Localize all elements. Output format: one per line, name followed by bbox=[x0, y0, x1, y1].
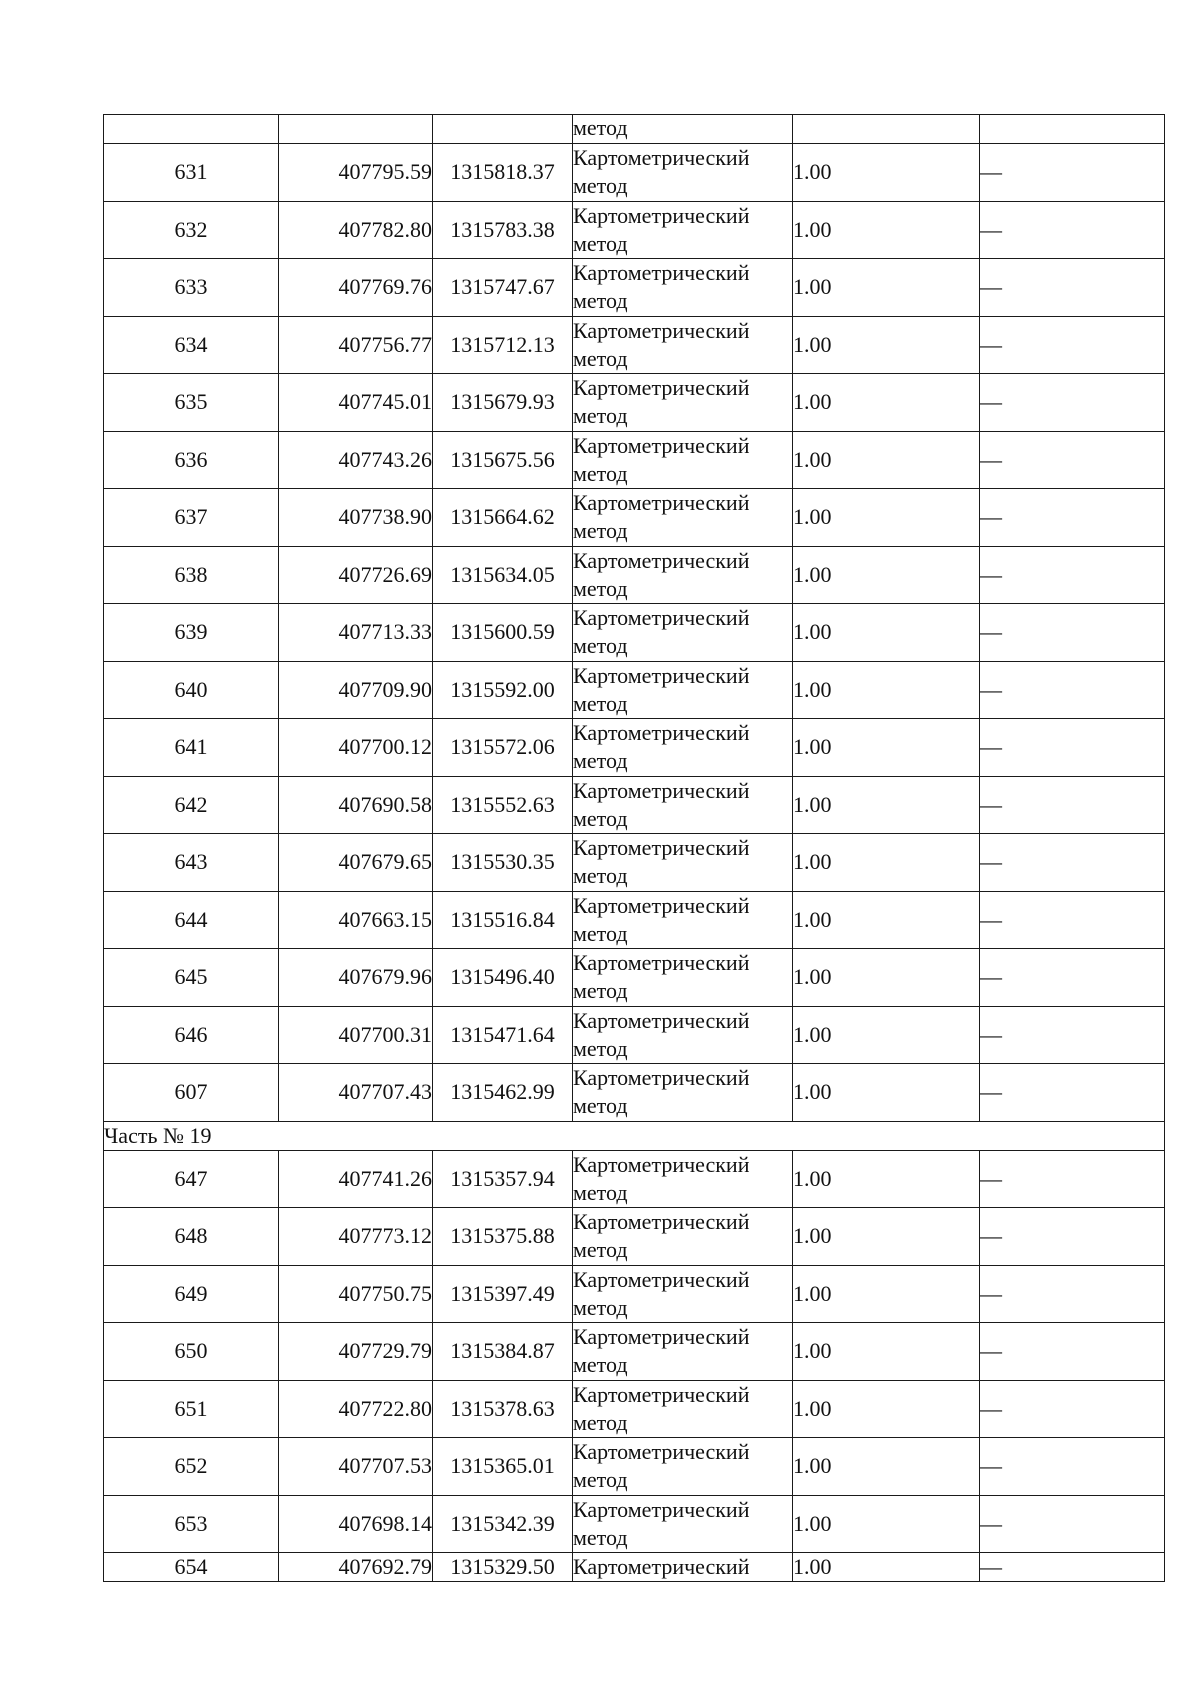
method-cell bbox=[573, 604, 793, 662]
method-text-line-1: Картометрический bbox=[573, 490, 750, 516]
method-text-line-2: метод bbox=[573, 978, 628, 1004]
method-text-line-2: метод bbox=[573, 403, 628, 429]
table-row bbox=[104, 316, 1165, 374]
description-cell: — bbox=[980, 949, 1165, 1007]
point-number-cell: 652 bbox=[104, 1438, 279, 1496]
method-cell bbox=[573, 1150, 793, 1208]
accuracy-cell: 1.00 bbox=[793, 949, 980, 1007]
x-coordinate-cell: 407698.14 bbox=[279, 1495, 433, 1553]
method-cell bbox=[573, 1380, 793, 1438]
point-number-cell: 639 bbox=[104, 604, 279, 662]
method-text-line-2: метод bbox=[573, 1294, 628, 1320]
description-cell: — bbox=[980, 719, 1165, 777]
method-text-line-2: метод bbox=[573, 1035, 628, 1061]
description-cell: — bbox=[980, 1265, 1165, 1323]
y-coordinate-cell: 1315365.01 bbox=[433, 1438, 573, 1496]
point-number-cell: 649 bbox=[104, 1265, 279, 1323]
method-text-line-2: метод bbox=[573, 575, 628, 601]
accuracy-cell: 1.00 bbox=[793, 834, 980, 892]
x-coordinate-cell bbox=[279, 115, 433, 144]
description-cell: — bbox=[980, 144, 1165, 202]
description-cell: — bbox=[980, 201, 1165, 259]
method-text-line-2: метод bbox=[573, 633, 628, 659]
method-text-line-1: Картометрический bbox=[573, 777, 750, 803]
accuracy-cell: 1.00 bbox=[793, 201, 980, 259]
method-text-line-2: метод bbox=[573, 1409, 628, 1435]
method-text-line-1: Картометрический bbox=[573, 892, 750, 918]
accuracy-cell: 1.00 bbox=[793, 316, 980, 374]
point-number-cell: 636 bbox=[104, 431, 279, 489]
method-text-line-1: Картометрический bbox=[573, 1324, 750, 1350]
table-row bbox=[104, 1150, 1165, 1208]
table-row bbox=[104, 1553, 1165, 1582]
method-cell bbox=[573, 1495, 793, 1553]
x-coordinate-cell: 407756.77 bbox=[279, 316, 433, 374]
accuracy-cell: 1.00 bbox=[793, 1495, 980, 1553]
method-cell bbox=[573, 259, 793, 317]
method-text-line-1: Картометрический bbox=[573, 720, 750, 746]
y-coordinate-cell: 1315675.56 bbox=[433, 431, 573, 489]
method-text-line-1: Картометрический bbox=[573, 1209, 750, 1235]
method-cell bbox=[573, 891, 793, 949]
accuracy-cell: 1.00 bbox=[793, 1323, 980, 1381]
x-coordinate-cell: 407722.80 bbox=[279, 1380, 433, 1438]
accuracy-cell: 1.00 bbox=[793, 144, 980, 202]
accuracy-cell: 1.00 bbox=[793, 719, 980, 777]
x-coordinate-cell: 407738.90 bbox=[279, 489, 433, 547]
point-number-cell: 647 bbox=[104, 1150, 279, 1208]
method-text-line-2: метод bbox=[573, 173, 628, 199]
description-cell: — bbox=[980, 1006, 1165, 1064]
method-cell bbox=[573, 1265, 793, 1323]
table-row bbox=[104, 834, 1165, 892]
coordinates-table-body bbox=[104, 115, 1165, 1582]
point-number-cell: 633 bbox=[104, 259, 279, 317]
accuracy-cell: 1.00 bbox=[793, 374, 980, 432]
table-row bbox=[104, 661, 1165, 719]
y-coordinate-cell: 1315818.37 bbox=[433, 144, 573, 202]
accuracy-cell: 1.00 bbox=[793, 604, 980, 662]
method-cell bbox=[573, 776, 793, 834]
table-row bbox=[104, 949, 1165, 1007]
y-coordinate-cell: 1315357.94 bbox=[433, 1150, 573, 1208]
method-cell bbox=[573, 1208, 793, 1266]
y-coordinate-cell: 1315747.67 bbox=[433, 259, 573, 317]
x-coordinate-cell: 407679.96 bbox=[279, 949, 433, 1007]
method-text-line-1: Картометрический bbox=[573, 1554, 750, 1579]
method-cell bbox=[573, 719, 793, 777]
table-row bbox=[104, 1265, 1165, 1323]
accuracy-cell: 1.00 bbox=[793, 776, 980, 834]
method-text-line-2: метод bbox=[573, 345, 628, 371]
method-text-line-2: метод bbox=[573, 690, 628, 716]
x-coordinate-cell: 407741.26 bbox=[279, 1150, 433, 1208]
method-cell bbox=[573, 661, 793, 719]
point-number-cell: 645 bbox=[104, 949, 279, 1007]
method-cell bbox=[573, 1323, 793, 1381]
x-coordinate-cell: 407663.15 bbox=[279, 891, 433, 949]
x-coordinate-cell: 407707.53 bbox=[279, 1438, 433, 1496]
description-cell: — bbox=[980, 1438, 1165, 1496]
section-header-row bbox=[104, 1121, 1165, 1150]
method-text-line-1: Картометрический bbox=[573, 375, 750, 401]
description-cell: — bbox=[980, 834, 1165, 892]
x-coordinate-cell: 407700.12 bbox=[279, 719, 433, 777]
method-text-line-2: метод bbox=[573, 518, 628, 544]
table-row bbox=[104, 431, 1165, 489]
x-coordinate-cell: 407679.65 bbox=[279, 834, 433, 892]
y-coordinate-cell: 1315397.49 bbox=[433, 1265, 573, 1323]
method-cell bbox=[573, 546, 793, 604]
method-text-line-2: метод bbox=[573, 1179, 628, 1205]
description-cell: — bbox=[980, 546, 1165, 604]
y-coordinate-cell: 1315664.62 bbox=[433, 489, 573, 547]
method-text-line-2: метод bbox=[573, 1093, 628, 1119]
x-coordinate-cell: 407700.31 bbox=[279, 1006, 433, 1064]
method-continued-text: метод bbox=[573, 115, 628, 140]
method-cell bbox=[573, 374, 793, 432]
accuracy-cell: 1.00 bbox=[793, 1064, 980, 1122]
method-text-line-1: Картометрический bbox=[573, 317, 750, 343]
accuracy-cell: 1.00 bbox=[793, 1380, 980, 1438]
y-coordinate-cell: 1315552.63 bbox=[433, 776, 573, 834]
method-text-line-2: метод bbox=[573, 805, 628, 831]
y-coordinate-cell: 1315375.88 bbox=[433, 1208, 573, 1266]
method-cell bbox=[573, 489, 793, 547]
point-number-cell: 634 bbox=[104, 316, 279, 374]
table-row bbox=[104, 1495, 1165, 1553]
accuracy-cell: 1.00 bbox=[793, 1150, 980, 1208]
y-coordinate-cell: 1315342.39 bbox=[433, 1495, 573, 1553]
section-label: Часть № 19 bbox=[104, 1121, 1165, 1150]
method-cell bbox=[573, 316, 793, 374]
method-text-line-1: Картометрический bbox=[573, 605, 750, 631]
description-cell: — bbox=[980, 316, 1165, 374]
method-text-line-1: Картометрический bbox=[573, 547, 750, 573]
accuracy-cell: 1.00 bbox=[793, 891, 980, 949]
accuracy-cell: 1.00 bbox=[793, 546, 980, 604]
method-cell bbox=[573, 1553, 793, 1582]
method-cell bbox=[573, 1064, 793, 1122]
point-number-cell: 648 bbox=[104, 1208, 279, 1266]
x-coordinate-cell: 407690.58 bbox=[279, 776, 433, 834]
description-cell: — bbox=[980, 1064, 1165, 1122]
method-text-line-2: метод bbox=[573, 460, 628, 486]
description-cell: — bbox=[980, 776, 1165, 834]
point-number-cell: 607 bbox=[104, 1064, 279, 1122]
table-row bbox=[104, 259, 1165, 317]
table-row bbox=[104, 546, 1165, 604]
description-cell: — bbox=[980, 1495, 1165, 1553]
y-coordinate-cell: 1315783.38 bbox=[433, 201, 573, 259]
method-text-line-2: метод bbox=[573, 1352, 628, 1378]
description-cell: — bbox=[980, 431, 1165, 489]
description-cell: — bbox=[980, 1150, 1165, 1208]
x-coordinate-cell: 407729.79 bbox=[279, 1323, 433, 1381]
point-number-cell: 640 bbox=[104, 661, 279, 719]
point-number-cell: 637 bbox=[104, 489, 279, 547]
description-cell: — bbox=[980, 1323, 1165, 1381]
table-row bbox=[104, 776, 1165, 834]
y-coordinate-cell: 1315712.13 bbox=[433, 316, 573, 374]
point-number-cell: 642 bbox=[104, 776, 279, 834]
table-row bbox=[104, 374, 1165, 432]
accuracy-cell: 1.00 bbox=[793, 661, 980, 719]
point-number-cell: 635 bbox=[104, 374, 279, 432]
table-row bbox=[104, 1438, 1165, 1496]
point-number-cell: 653 bbox=[104, 1495, 279, 1553]
method-text-line-1: Картометрический bbox=[573, 1496, 750, 1522]
y-coordinate-cell: 1315384.87 bbox=[433, 1323, 573, 1381]
description-cell: — bbox=[980, 259, 1165, 317]
y-coordinate-cell: 1315634.05 bbox=[433, 546, 573, 604]
x-coordinate-cell: 407795.59 bbox=[279, 144, 433, 202]
table-row bbox=[104, 891, 1165, 949]
point-number-cell: 654 bbox=[104, 1553, 279, 1582]
x-coordinate-cell: 407743.26 bbox=[279, 431, 433, 489]
x-coordinate-cell: 407709.90 bbox=[279, 661, 433, 719]
description-cell: — bbox=[980, 1553, 1165, 1582]
table-row bbox=[104, 719, 1165, 777]
accuracy-cell: 1.00 bbox=[793, 489, 980, 547]
method-text-line-1: Картометрический bbox=[573, 1439, 750, 1465]
method-text-line-1: Картометрический bbox=[573, 145, 750, 171]
table-row bbox=[104, 1208, 1165, 1266]
method-cell bbox=[573, 431, 793, 489]
method-cell bbox=[573, 1438, 793, 1496]
accuracy-cell: 1.00 bbox=[793, 1006, 980, 1064]
method-text-line-1: Картометрический bbox=[573, 1065, 750, 1091]
accuracy-cell: 1.00 bbox=[793, 1438, 980, 1496]
y-coordinate-cell: 1315496.40 bbox=[433, 949, 573, 1007]
method-text-line-1: Картометрический bbox=[573, 950, 750, 976]
method-cell bbox=[573, 144, 793, 202]
point-number-cell: 650 bbox=[104, 1323, 279, 1381]
table-row bbox=[104, 144, 1165, 202]
point-number-cell: 631 bbox=[104, 144, 279, 202]
point-number-cell: 638 bbox=[104, 546, 279, 604]
y-coordinate-cell: 1315600.59 bbox=[433, 604, 573, 662]
method-text-line-1: Картометрический bbox=[573, 1381, 750, 1407]
method-text-line-1: Картометрический bbox=[573, 202, 750, 228]
y-coordinate-cell: 1315462.99 bbox=[433, 1064, 573, 1122]
description-cell: — bbox=[980, 604, 1165, 662]
x-coordinate-cell: 407750.75 bbox=[279, 1265, 433, 1323]
x-coordinate-cell: 407726.69 bbox=[279, 546, 433, 604]
description-cell: — bbox=[980, 374, 1165, 432]
method-cell bbox=[573, 1006, 793, 1064]
x-coordinate-cell: 407782.80 bbox=[279, 201, 433, 259]
method-text-line-2: метод bbox=[573, 920, 628, 946]
x-coordinate-cell: 407707.43 bbox=[279, 1064, 433, 1122]
point-number-cell: 632 bbox=[104, 201, 279, 259]
table-row bbox=[104, 604, 1165, 662]
point-number-cell: 641 bbox=[104, 719, 279, 777]
accuracy-cell: 1.00 bbox=[793, 1553, 980, 1582]
method-text-line-2: метод bbox=[573, 230, 628, 256]
x-coordinate-cell: 407713.33 bbox=[279, 604, 433, 662]
method-text-line-2: метод bbox=[573, 1237, 628, 1263]
method-text-line-2: метод bbox=[573, 748, 628, 774]
y-coordinate-cell: 1315329.50 bbox=[433, 1553, 573, 1582]
point-number-cell: 643 bbox=[104, 834, 279, 892]
method-text-line-1: Картометрический bbox=[573, 1151, 750, 1177]
accuracy-cell: 1.00 bbox=[793, 431, 980, 489]
continued-row bbox=[104, 115, 1165, 144]
method-text-line-1: Картометрический bbox=[573, 1007, 750, 1033]
y-coordinate-cell: 1315530.35 bbox=[433, 834, 573, 892]
description-cell bbox=[980, 115, 1165, 144]
point-number-cell bbox=[104, 115, 279, 144]
table-row bbox=[104, 1006, 1165, 1064]
x-coordinate-cell: 407692.79 bbox=[279, 1553, 433, 1582]
accuracy-cell: 1.00 bbox=[793, 1265, 980, 1323]
method-text-line-1: Картометрический bbox=[573, 662, 750, 688]
point-number-cell: 651 bbox=[104, 1380, 279, 1438]
y-coordinate-cell: 1315679.93 bbox=[433, 374, 573, 432]
table-row bbox=[104, 1323, 1165, 1381]
method-text-line-2: метод bbox=[573, 863, 628, 889]
x-coordinate-cell: 407769.76 bbox=[279, 259, 433, 317]
method-text-line-1: Картометрический bbox=[573, 835, 750, 861]
description-cell: — bbox=[980, 891, 1165, 949]
coordinates-table bbox=[103, 114, 1165, 1582]
y-coordinate-cell: 1315572.06 bbox=[433, 719, 573, 777]
method-text-line-2: метод bbox=[573, 1467, 628, 1493]
description-cell: — bbox=[980, 489, 1165, 547]
table-row bbox=[104, 1064, 1165, 1122]
method-cell bbox=[573, 201, 793, 259]
description-cell: — bbox=[980, 661, 1165, 719]
method-text-line-1: Картометрический bbox=[573, 432, 750, 458]
method-cell bbox=[573, 115, 793, 144]
point-number-cell: 644 bbox=[104, 891, 279, 949]
y-coordinate-cell bbox=[433, 115, 573, 144]
method-cell bbox=[573, 834, 793, 892]
method-text-line-2: метод bbox=[573, 288, 628, 314]
table-row bbox=[104, 1380, 1165, 1438]
method-text-line-2: метод bbox=[573, 1524, 628, 1550]
description-cell: — bbox=[980, 1208, 1165, 1266]
method-text-line-1: Картометрический bbox=[573, 1266, 750, 1292]
description-cell: — bbox=[980, 1380, 1165, 1438]
table-row bbox=[104, 201, 1165, 259]
accuracy-cell: 1.00 bbox=[793, 1208, 980, 1266]
accuracy-cell bbox=[793, 115, 980, 144]
method-cell bbox=[573, 949, 793, 1007]
method-text-line-1: Картометрический bbox=[573, 260, 750, 286]
x-coordinate-cell: 407745.01 bbox=[279, 374, 433, 432]
y-coordinate-cell: 1315378.63 bbox=[433, 1380, 573, 1438]
accuracy-cell: 1.00 bbox=[793, 259, 980, 317]
table-row bbox=[104, 489, 1165, 547]
y-coordinate-cell: 1315592.00 bbox=[433, 661, 573, 719]
x-coordinate-cell: 407773.12 bbox=[279, 1208, 433, 1266]
y-coordinate-cell: 1315516.84 bbox=[433, 891, 573, 949]
point-number-cell: 646 bbox=[104, 1006, 279, 1064]
y-coordinate-cell: 1315471.64 bbox=[433, 1006, 573, 1064]
